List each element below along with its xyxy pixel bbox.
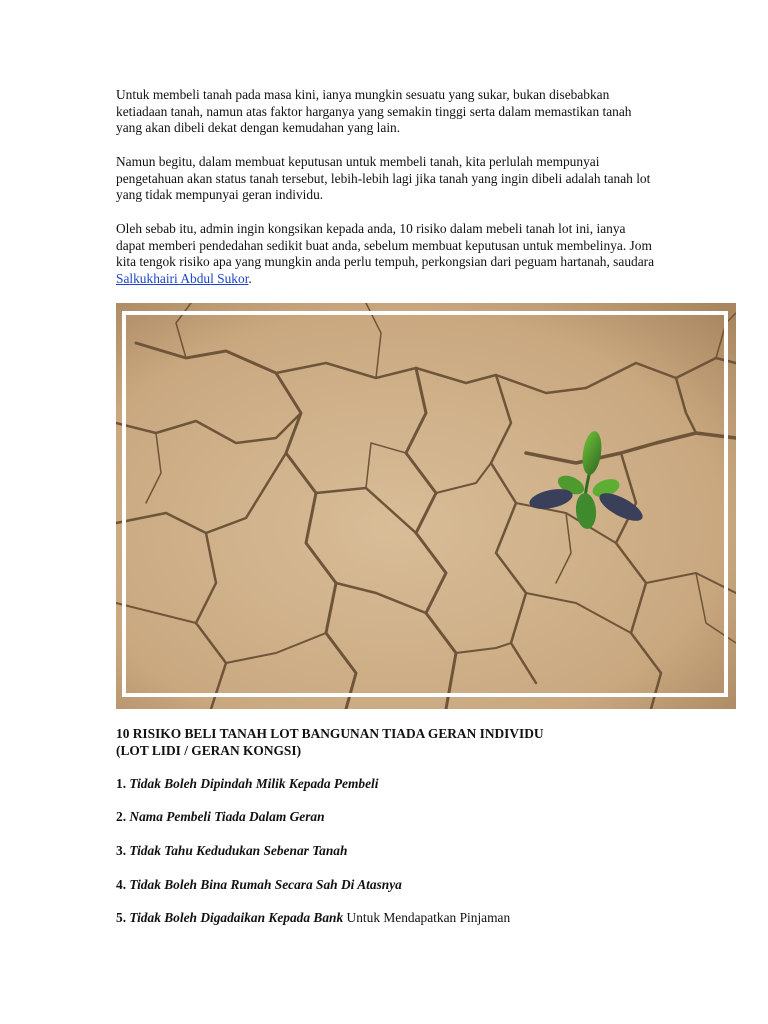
intro-paragraph-3 <box>116 221 656 287</box>
intro-paragraph-3-text: Oleh sebab itu, admin ingin kongsikan kepada anda, 10 risiko dalam mebeli tanah lot ini, ianya dapat memberi pendedahan sedikit buat anda, sebelum membuat keputusan untuk membelinya. Jom kita tengok risiko apa yang mungkin anda perlu tempuh, perkongsian dari peguam hartanah, saudara <box>116 221 655 270</box>
intro-paragraph-1: Untuk membeli tanah pada masa kini, ianya mungkin sesuatu yang sukar, bukan disebabkan ketiadaan tanah, namun atas faktor harganya yang semakin tinggi serta dalam memastikan tanah yang akan dibeli dekat dengan kemudahan yang lain. <box>116 87 632 136</box>
list-item-rest: Untuk Mendapatkan Pinjaman <box>343 910 511 925</box>
risk-list-heading <box>116 726 676 759</box>
intro-paragraph-2: Namun begitu, dalam membuat keputusan untuk membeli tanah, kita perlulah mempunyai pengetahuan akan status tanah tersebut, lebih-lebih lagi jika tanah yang ingin dibeli adalah tanah lot yang tidak mempunyai geran individu. <box>116 154 651 203</box>
list-item-number: 3. <box>116 843 127 858</box>
list-item-text: Tidak Boleh Digadaikan Kepada Bank <box>129 910 344 925</box>
heading-line-1: 10 RISIKO BELI TANAH LOT BANGUNAN TIADA GERAN INDIVIDU <box>116 726 544 741</box>
list-item-number: 5. <box>116 910 127 925</box>
list-item <box>116 776 676 793</box>
list-item-text: Nama Pembeli Tiada Dalam Geran <box>129 809 325 824</box>
heading-line-2: (LOT LIDI / GERAN KONGSI) <box>116 742 302 758</box>
list-item-number: 4. <box>116 877 127 892</box>
list-item <box>116 877 676 894</box>
cracked-soil-illustration <box>116 303 736 709</box>
list-item-number: 1. <box>116 776 127 791</box>
list-item <box>116 910 676 927</box>
cracked-soil-photo <box>116 303 736 709</box>
list-item-text: Tidak Tahu Kedudukan Sebenar Tanah <box>129 843 348 858</box>
intro-paragraph-3-end: . <box>248 270 252 286</box>
list-item-text: Tidak Boleh Bina Rumah Secara Sah Di Atasnya <box>129 877 402 892</box>
list-item <box>116 843 676 860</box>
author-link[interactable]: Salkukhairi Abdul Sukor <box>116 270 249 286</box>
list-item <box>116 809 676 826</box>
list-item-text: Tidak Boleh Dipindah Milik Kepada Pembeli <box>129 776 379 791</box>
list-item-number: 2. <box>116 809 127 824</box>
